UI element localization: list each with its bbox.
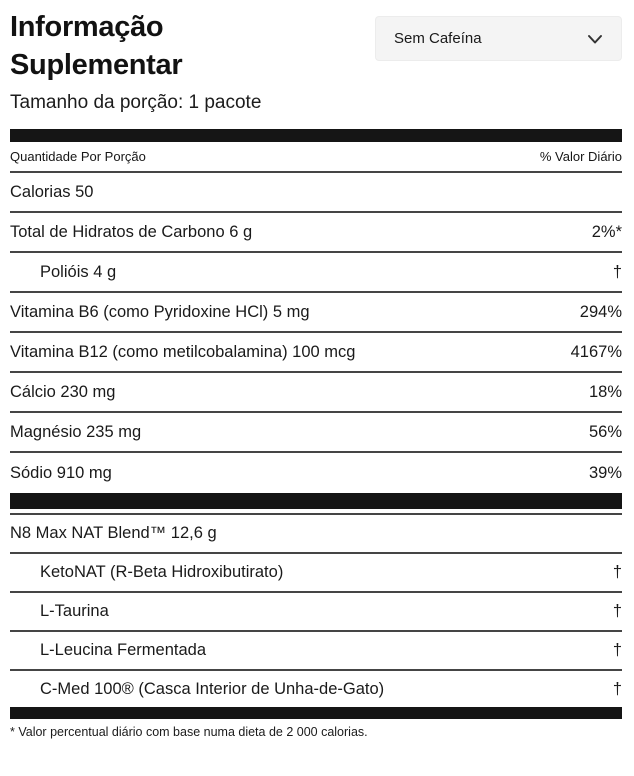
- table-row: [10, 173, 622, 213]
- divider-bar-top: [10, 129, 622, 142]
- table-row: [10, 253, 622, 293]
- nutrient-label: KetoNAT (R-Beta Hidroxibutirato): [40, 563, 284, 581]
- nutrient-value: 39%: [588, 463, 622, 482]
- nutrient-value: 18%: [588, 382, 622, 401]
- table-row: [10, 413, 622, 453]
- table-row: [10, 593, 622, 632]
- table-row: [10, 453, 622, 493]
- nutrient-label: Magnésio 235 mg: [10, 422, 142, 441]
- nutrient-label: Calorias 50: [10, 182, 94, 201]
- nutrients-section: [10, 173, 622, 493]
- facts-header-row: [10, 142, 622, 173]
- nutrient-label: Sódio 910 mg: [10, 463, 112, 482]
- variant-select[interactable]: [375, 16, 622, 61]
- nutrient-label: Vitamina B6 (como Pyridoxine HCl) 5 mg: [10, 302, 310, 321]
- daily-value-header: % Valor Diário: [539, 149, 622, 164]
- nutrient-label: L-Taurina: [40, 602, 109, 620]
- table-row: [10, 293, 622, 333]
- nutrient-label: Total de Hidratos de Carbono 6 g: [10, 222, 253, 241]
- blend-section: [10, 513, 622, 707]
- footnote: * Valor percentual diário com base numa dieta de 2 000 calorias.: [10, 725, 368, 739]
- nutrient-label: L-Leucina Fermentada: [40, 641, 207, 659]
- nutrient-label: Polióis 4 g: [40, 262, 117, 281]
- serving-size: Tamanho da porção: 1 pacote: [10, 92, 262, 113]
- nutrient-value: †: [612, 563, 622, 581]
- amount-per-serving-header: Quantidade Por Porção: [10, 149, 146, 164]
- variant-select-value: Sem Cafeína: [394, 30, 482, 47]
- nutrient-value: 294%: [579, 302, 622, 321]
- nutrient-value: †: [612, 262, 622, 281]
- nutrient-value: 2%*: [591, 222, 622, 241]
- table-row: [10, 554, 622, 593]
- nutrient-value: 4167%: [570, 342, 622, 361]
- nutrient-label: Cálcio 230 mg: [10, 382, 116, 401]
- nutrient-value: †: [612, 679, 622, 698]
- divider-bar-bottom: [10, 707, 622, 719]
- table-row: [10, 632, 622, 671]
- nutrient-label: N8 Max NAT Blend™ 12,6 g: [10, 524, 217, 542]
- nutrient-value: †: [612, 602, 622, 620]
- divider-bar-middle: [10, 493, 622, 509]
- table-row: [10, 213, 622, 253]
- nutrient-value: †: [612, 641, 622, 659]
- nutrient-value: 56%: [588, 422, 622, 441]
- table-row: [10, 373, 622, 413]
- nutrient-label: C-Med 100® (Casca Interior de Unha-de-Gato): [40, 679, 385, 698]
- table-row: [10, 671, 622, 707]
- table-row: [10, 333, 622, 373]
- chevron-down-icon: [585, 29, 605, 49]
- table-row: [10, 515, 622, 554]
- nutrient-label: Vitamina B12 (como metilcobalamina) 100 mcg: [10, 342, 356, 361]
- page-title: Informação Suplementar: [10, 11, 183, 81]
